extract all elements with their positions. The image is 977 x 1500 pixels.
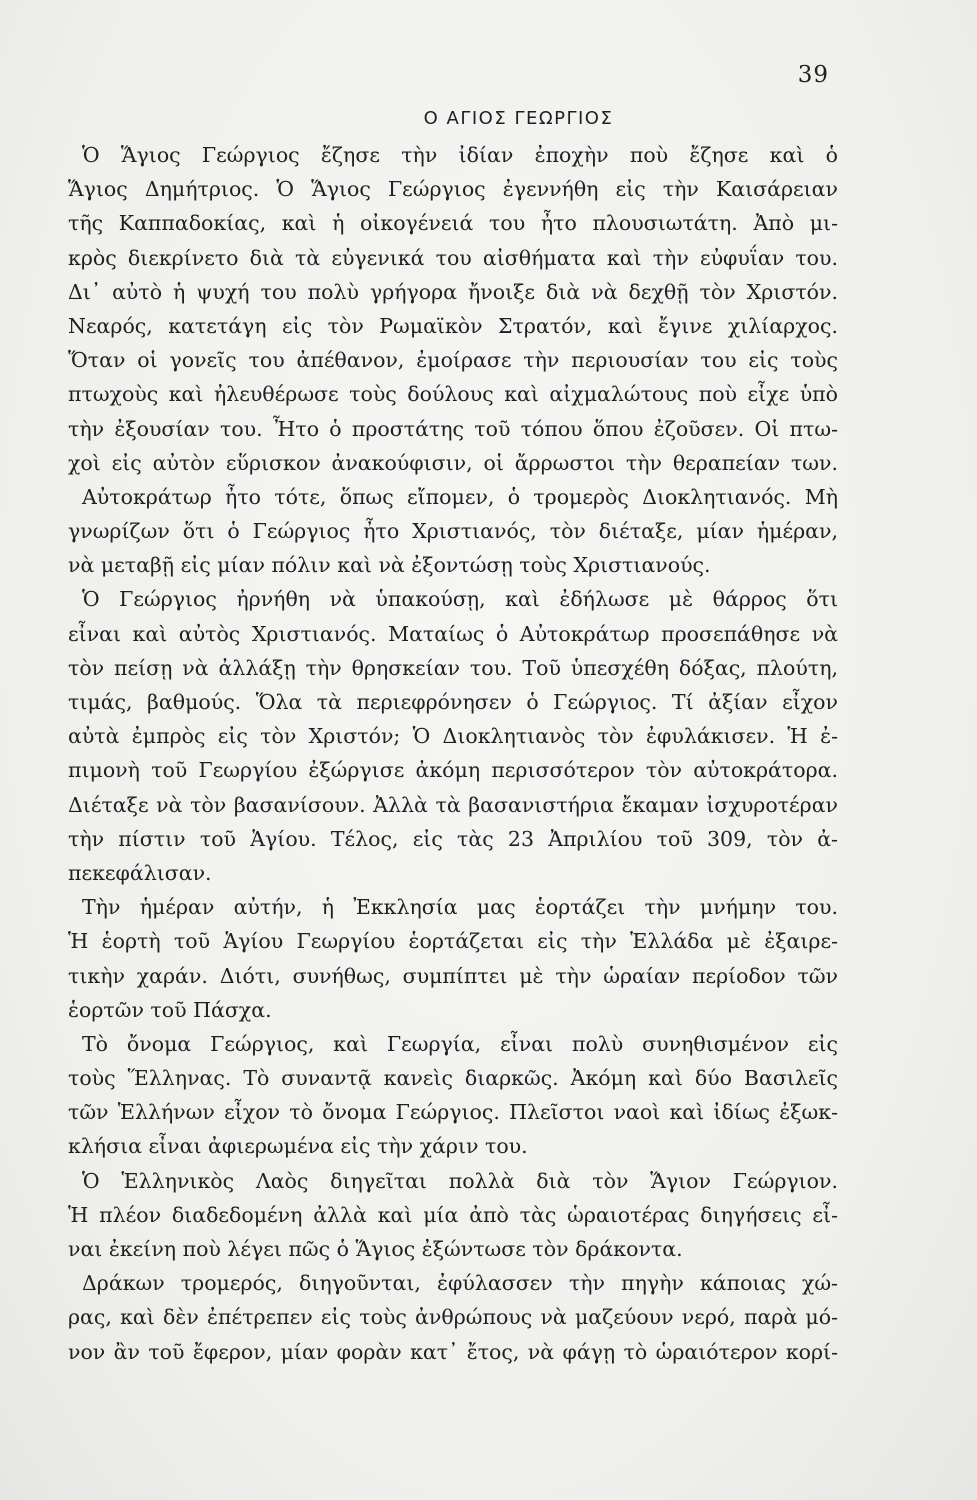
text-line: τὸν πείσῃ νὰ ἀλλάξῃ τὴν θρησκείαν του. Τοῦ ὑπεσχέθη δόξας, πλούτη, — [68, 655, 838, 680]
text-line: τῶν Ἑλλήνων εἶχον τὸ ὄνομα Γεώργιος. Πλεῖστοι ναοὶ καὶ ἰδίως ἐξωκ- — [68, 1100, 838, 1125]
text-line: Ὁ Ἑλληνικὸς Λαὸς διηγεῖται πολλὰ διὰ τὸν Ἅγιον Γεώργιον. — [82, 1168, 838, 1193]
text-line: Τὴν ἡμέραν αὐτήν, ἡ Ἐκκλησία μας ἑορτάζει τὴν μνήμην του. — [82, 895, 838, 920]
text-line: τῆς Καππαδοκίας, καὶ ἡ οἰκογένειά του ἦτο πλουσιωτάτη. Ἀπὸ μι- — [68, 211, 838, 236]
text-line: κρὸς διεκρίνετο διὰ τὰ εὐγενικά του αἰσθήματα καὶ τὴν εὐφυΐαν του. — [68, 245, 838, 270]
text-line: κλήσια εἶναι ἀφιερωμένα εἰς τὴν χάριν του. — [68, 1134, 528, 1159]
text-line: Ἡ πλέον διαδεδομένη ἀλλὰ καὶ μία ἀπὸ τὰς ὡραιοτέρας διηγήσεις εἶ- — [68, 1202, 838, 1227]
text-line: τὴν ἐξουσίαν του. Ἦτο ὁ προστάτης τοῦ τόπου ὅπου ἐζοῦσεν. Οἱ πτω- — [68, 416, 838, 441]
text-line: Δι᾽ αὐτὸ ἡ ψυχή του πολὺ γρήγορα ἤνοιξε διὰ νὰ δεχθῇ τὸν Χριστόν. — [68, 279, 838, 304]
text-line: Διέταξε νὰ τὸν βασανίσουν. Ἀλλὰ τὰ βασανιστήρια ἔκαμαν ἰσχυροτέραν — [68, 792, 838, 817]
text-line: τὴν πίστιν τοῦ Ἁγίου. Τέλος, εἰς τὰς 23 Ἀπριλίου τοῦ 309, τὸν ἀ- — [68, 826, 838, 851]
text-line: ναι ἐκείνη ποὺ λέγει πῶς ὁ Ἅγιος ἐξώντωσε τὸν δράκοντα. — [68, 1237, 683, 1261]
text-line: ρας, καὶ δὲν ἐπέτρεπεν εἰς τοὺς ἀνθρώπους νὰ μαζεύουν νερό, παρὰ μό- — [68, 1305, 838, 1330]
body-text — [68, 138, 838, 1369]
text-line: Ὁ Γεώργιος ἠρνήθη νὰ ὑπακούσῃ, καὶ ἐδήλωσε μὲ θάρρος ὅτι — [82, 587, 838, 612]
text-line: ἑορτῶν τοῦ Πάσχα. — [68, 997, 272, 1022]
text-line: Νεαρός, κατετάγη εἰς τὸν Ρωμαϊκὸν Στρατόν, καὶ ἔγινε χιλίαρχος. — [68, 313, 838, 338]
text-line: εἶναι καὶ αὐτὸς Χριστιανός. Ματαίως ὁ Αὐτοκράτωρ προσεπάθησε νὰ — [68, 621, 838, 646]
text-line: Ἅγιος Δημήτριος. Ὁ Ἅγιος Γεώργιος ἐγεννήθη εἰς τὴν Καισάρειαν — [68, 177, 838, 202]
page-number: 39 — [797, 62, 829, 88]
text-line: πεκεφάλισαν. — [68, 860, 212, 885]
text-line: Αὐτοκράτωρ ἦτο τότε, ὅπως εἴπομεν, ὁ τρομερὸς Διοκλητιανός. Μὴ — [82, 484, 838, 509]
chapter-title: Ο ΑΓΙΟΣ ΓΕΩΡΓΙΟΣ — [423, 108, 614, 129]
text-line: Ὁ Ἅγιος Γεώργιος ἔζησε τὴν ἰδίαν ἐποχὴν ποὺ ἔζησε καὶ ὁ — [82, 143, 838, 167]
text-line: τιμάς, βαθμούς. Ὅλα τὰ περιεφρόνησεν ὁ Γεώργιος. Τί ἀξίαν εἶχον — [68, 690, 838, 714]
text-line: πτωχοὺς καὶ ἠλευθέρωσε τοὺς δούλους καὶ αἰχμαλώτους ποὺ εἶχε ὑπὸ — [68, 382, 838, 407]
text-line: Δράκων τρομερός, διηγοῦνται, ἐφύλασσεν τὴν πηγὴν κάποιας χώ- — [82, 1271, 838, 1296]
text-line: Ὅταν οἱ γονεῖς του ἀπέθανον, ἐμοίρασε τὴν περιουσίαν του εἰς τοὺς — [68, 348, 838, 373]
text-line: τικὴν χαράν. Διότι, συνήθως, συμπίπτει μὲ τὴν ὡραίαν περίοδον τῶν — [68, 963, 838, 988]
text-line: αὐτὰ ἐμπρὸς εἰς τὸν Χριστόν; Ὁ Διοκλητιανὸς τὸν ἐφυλάκισεν. Ἡ ἐ- — [68, 724, 838, 749]
text-line: πιμονὴ τοῦ Γεωργίου ἐξώργισε ἀκόμη περισσότερον τὸν αὐτοκράτορα. — [68, 758, 838, 783]
text-line: χοὶ εἰς αὐτὸν εὕρισκον ἀνακούφισιν, οἱ ἄρρωστοι τὴν θεραπείαν των. — [68, 450, 838, 475]
text-line: Ἡ ἑορτὴ τοῦ Ἁγίου Γεωργίου ἑορτάζεται εἰς τὴν Ἑλλάδα μὲ ἐξαιρε- — [68, 929, 838, 954]
text-line: γνωρίζων ὅτι ὁ Γεώργιος ἦτο Χριστιανός, τὸν διέταξε, μίαν ἡμέραν, — [68, 519, 838, 544]
text-line: Τὸ ὄνομα Γεώργιος, καὶ Γεωργία, εἶναι πολὺ συνηθισμένον εἰς — [82, 1031, 838, 1056]
text-line: τοὺς Ἕλληνας. Τὸ συναντᾷ κανεὶς διαρκῶς. Ἀκόμη καὶ δύο Βασιλεῖς — [68, 1066, 838, 1091]
text-line: νὰ μεταβῇ εἰς μίαν πόλιν καὶ νὰ ἐξοντώσῃ τοὺς Χριστιανούς. — [68, 553, 711, 578]
text-line: νον ἂν τοῦ ἔφερον, μίαν φορὰν κατ᾽ ἔτος, νὰ φάγῃ τὸ ὡραιότερον κορί- — [68, 1339, 838, 1364]
